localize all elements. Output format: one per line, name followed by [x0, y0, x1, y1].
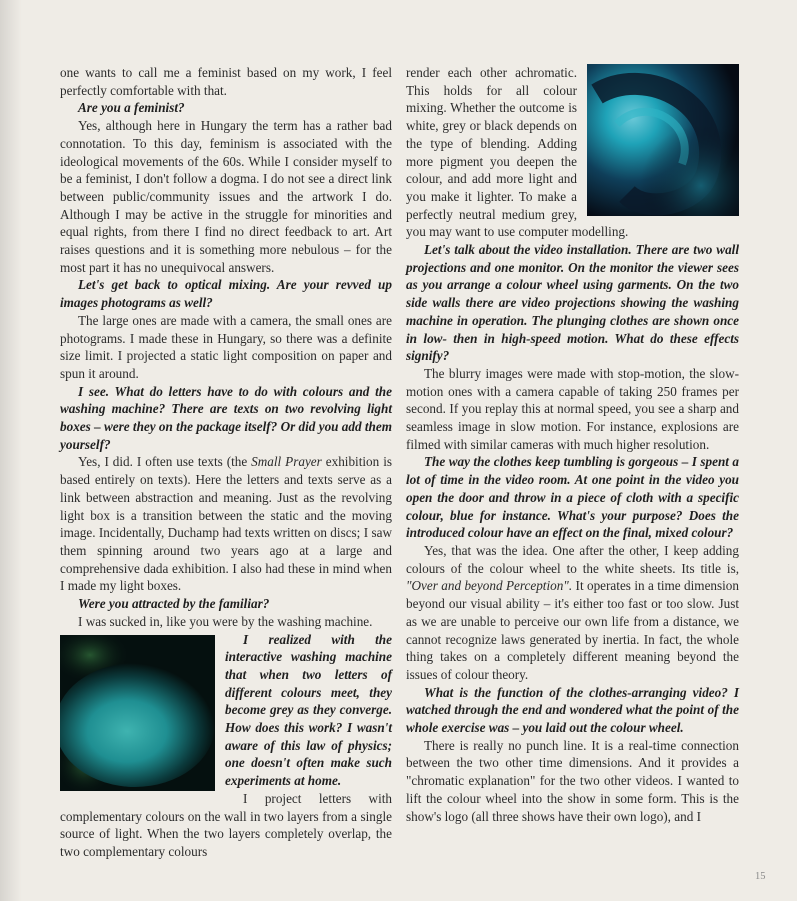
exhibition-title: Small Prayer — [251, 454, 322, 470]
interview-question: Let's talk about the video installation. There are two wall projections and one monitor. On the monitor the viewer sees as you arrange a colour wheel using garments. On the two side walls there are video projections showing the washing machine in operation. The plunging clothes are shown once in low- then in high-speed motion. What do these effects signify? — [406, 242, 739, 364]
interview-answer — [60, 453, 392, 595]
teal-glow-photo — [60, 635, 215, 791]
teal-glow-graphic — [60, 635, 215, 791]
interview-question: The way the clothes keep tumbling is gorgeous – I spent a lot of time in the video room. At one point in the video you open the door and throw in a piece of cloth with a specific colour, blue for instance. What's your purpose? Does the introduced colour have an effect on the final, mixed colour? — [406, 454, 739, 541]
interview-question: What is the function of the clothes-arranging video? I watched through the end and wondered what the point of the whole exercise was – you laid out the colour wheel. — [406, 684, 739, 736]
interview-answer: render each other achromatic. This holds for all colour mixing. Whether the outcome is white, grey or black depends on the type of blending. Adding more pigment you deepen the colour, and add more light and you make it lighter. To make a perfectly neutral medium grey, you may want to use computer modelling. — [406, 65, 629, 240]
interview-question: Are you a feminist? — [78, 100, 185, 116]
interview-answer: I project letters with complementary colours on the wall in two layers from a single source of light. When the two layers completely overlap, the two complementary colours — [60, 790, 392, 859]
interview-answer: There is really no punch line. It is a real-time connection between the two other time dimensions. And it provides a "chromatic explanation" for the two other videos. I wanted to lift the colour wheel into the show in some form. This is the show's logo (all three shows have their own logo), and I — [406, 737, 739, 824]
right-text-column — [406, 64, 739, 825]
interview-answer: The blurry images were made with stop-motion, the slow-motion ones with a camera capable of taking 250 frames per second. If you replay this at normal speed, you see a sharp and seamless image in slow motion. For instance, explosions are filmed with similar cameras with much higher resolution. — [406, 365, 739, 452]
left-text-column — [60, 64, 392, 861]
interview-question: I realized with the interactive washing machine that when two letters of different colours meet, they become grey as they converge. How does this work? I wasn't aware of this law of physics; one doesn't often make such experiments at home. — [225, 631, 392, 789]
work-title: "Over and beyond Perception". — [406, 578, 573, 594]
interview-question: Let's get back to optical mixing. Are your revved up images photograms as well? — [60, 277, 392, 311]
interview-answer: Yes, although here in Hungary the term has a rather bad connotation. To this day, feminism is associated with the ideological movements of the 60s. While I consider myself to be a feminist, I don't follow a dogma. I do not see a direct link between public/community issues and the artwork I do. Although I may be active in the struggle for minorities and equal rights, from there I find no direct feedback to art. Art raises questions and it is something more nebulous – for the most part it has no unequivocal answers. — [60, 118, 392, 275]
answer-text: It operates in a time dimension beyond our visual ability – it's either too fast or too slow. Just as we are unable to perceive our own life from a distance, we cannot recognize laws generated by inertia. In fact, the whole thing takes on a completely different meaning beyond the issues of colour theory. — [406, 578, 739, 682]
spinning-wheel-photo — [587, 64, 739, 216]
interview-question: I see. What do letters have to do with colours and the washing machine? There are texts on two revolving light boxes – were they on the package itself? Or did you add them yourself? — [60, 383, 392, 452]
page-number: 15 — [755, 871, 766, 882]
answer-text: exhibition is based entirely on texts). Here the letters and texts serve as a link between abstraction and meaning. Just as the revolving light box is a transition between the static and the moving image. Incidentally, Duchamp had texts written on discs; I saw them spinning around two years ago at a large and comprehensive dada exhibition. I also had these in mind when I made my light boxes. — [60, 454, 392, 594]
interview-question: Were you attracted by the familiar? — [78, 596, 270, 612]
interview-answer: I was sucked in, like you were by the washing machine. — [78, 613, 373, 629]
interview-answer: The large ones are made with a camera, the small ones are photograms. I made these in Hungary, so there was a definite size limit. I projected a static light composition on paper and spun it around. — [60, 312, 392, 381]
interview-answer — [406, 542, 739, 684]
answer-text: Yes, that was the idea. One after the other, I keep adding colours of the colour wheel to the white sheets. Its title is, — [406, 542, 739, 576]
page-gutter-shadow — [0, 0, 22, 901]
answer-text: Yes, I did. I often use texts (the — [78, 454, 252, 470]
spinning-wheel-graphic — [587, 64, 739, 216]
paragraph: one wants to call me a feminist based on my work, I feel perfectly comfortable with that. — [60, 65, 392, 98]
